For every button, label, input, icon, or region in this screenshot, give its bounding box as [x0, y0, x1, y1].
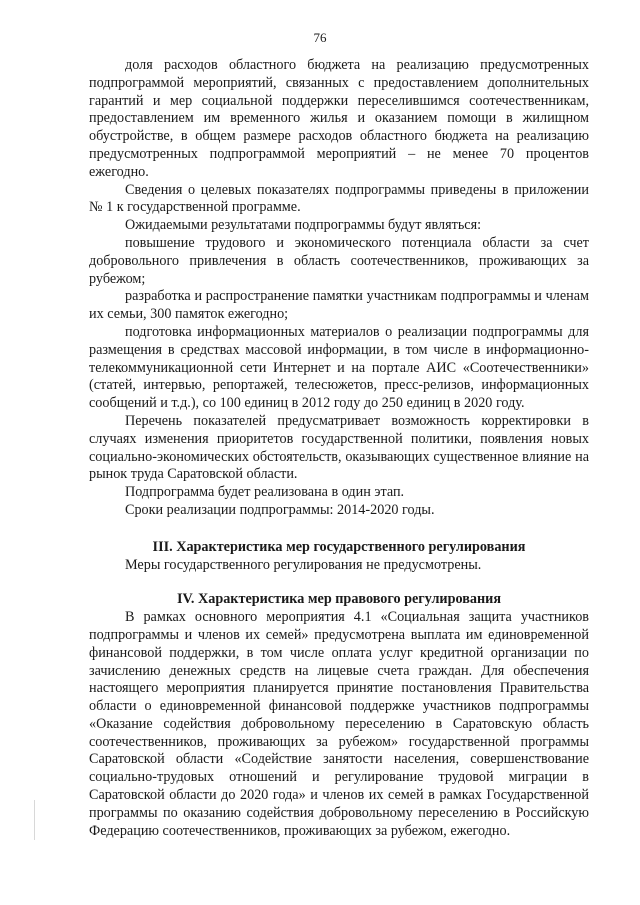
paragraph-indicators-adjustment: Перечень показателей предусматривает возможность корректировки в случаях изменения приоритетов государственной политики, появления новых социально-экономических обстоятельств, оказывающих существенное влияние на рынок труда Саратовской области.: [89, 412, 589, 483]
page-number: 76: [313, 30, 327, 45]
section-3-heading: III. Характеристика мер государственного регулирования: [152, 538, 526, 555]
scan-margin-mark: [34, 800, 35, 840]
paragraph-result-memo: разработка и распространение памятки участникам подпрограммы и членам их семьи, 300 памяток ежегодно;: [89, 288, 589, 323]
paragraph-result-labor-potential: повышение трудового и экономического потенциала области за счет добровольного привлечения в область соотечественников, проживающих за рубежом;: [89, 234, 589, 287]
section-4-text: В рамках основного мероприятия 4.1 «Социальная защита участников подпрограммы и членов их семей» предусмотрена выплата им единовременной финансовой поддержки, в том числе оплата услуг кредитной организации по зачислению денежных средств на лицевые счета граждан. Для обеспечения настоящего мероприятия планируется принятие постановления Правительства области о единовременной финансовой поддержке участников подпрограммы «Оказание содействия добровольному переселению в Саратовскую область соотечественников, проживающих за рубежом» государственной программы Саратовской области «Содействие занятости населения, совершенствование социально-трудовых отношений и регулирование трудовой миграции в Саратовской области до 2020 года» и членов их семей в рамках Государственной программы по оказанию содействия добровольному переселению в Российскую Федерацию соотечественников, проживающих за рубежом, ежегодно.: [89, 609, 589, 839]
paragraph-budget-share: доля расходов областного бюджета на реализацию предусмотренных подпрограммой мероприятий, связанных с предоставлением дополнительных гарантий и мер социальной поддержки переселившимся соотечественникам, предоставлением им временного жилья и оказанием помощи в жилищном обустройстве, в общем размере расходов областного бюджета на реализацию предусмотренных подпрограммой мероприятий – не менее 70 процентов ежегодно.: [89, 57, 589, 180]
section-4-heading: IV. Характеристика мер правового регулирования: [176, 591, 502, 608]
section-3-text: Меры государственного регулирования не предусмотрены.: [125, 556, 482, 573]
paragraph-result-info-materials: подготовка информационных материалов о реализации подпрограммы для размещения в средствах массовой информации, в том числе в информационно-телекоммуникационной сети Интернет и на портале АИС «Соотечественники» (статей, интервью, репортажей, телесюжетов, пресс-релизов, информационных сообщений и т.д.), со 100 единиц в 2012 году до 250 единиц в 2020 году.: [89, 323, 589, 412]
paragraph-single-stage: Подпрограмма будет реализована в один этап.: [125, 484, 405, 501]
paragraph-indicators-info: Сведения о целевых показателях подпрограммы приведены в приложении № 1 к государственной программе.: [89, 181, 589, 216]
paragraph-timeline: Сроки реализации подпрограммы: 2014-2020 годы.: [125, 501, 435, 518]
document-body: [89, 57, 589, 840]
paragraph-expected-results: Ожидаемыми результатами подпрограммы будут являться:: [125, 217, 482, 234]
